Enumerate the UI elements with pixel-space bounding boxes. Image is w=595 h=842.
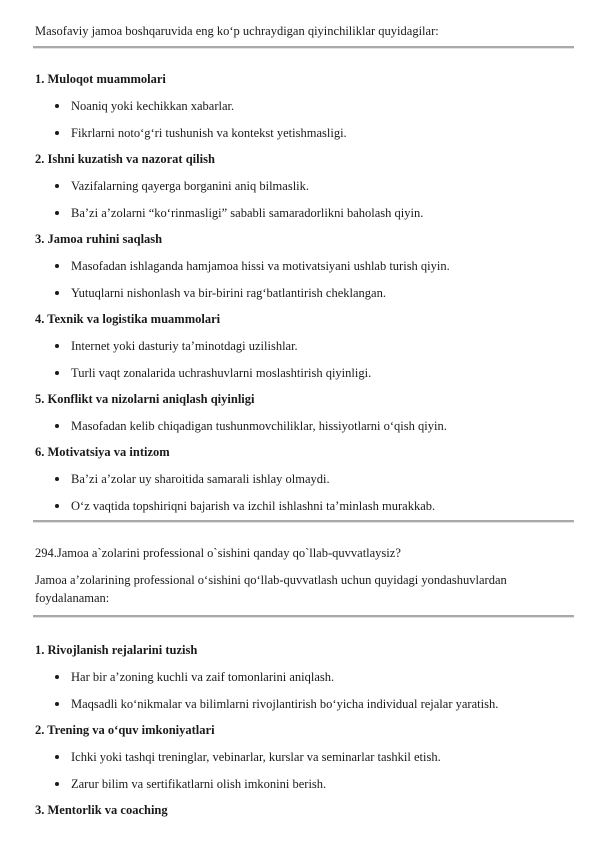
- list-item-text: Noaniq yoki kechikkan xabarlar.: [71, 99, 235, 113]
- horizontal-rule: [33, 46, 574, 49]
- bullet-icon: [55, 131, 59, 135]
- list-item-text: Maqsadli ko‘nikmalar va bilimlarni rivojlantirish bo‘yicha individual rejalar yaratish.: [71, 697, 499, 711]
- list-item-text: Yutuqlarni nishonlash va bir-birini rag‘batlantirish cheklangan.: [71, 286, 386, 300]
- section-heading: 6. Motivatsiya va intizom: [35, 445, 170, 459]
- section-heading: 1. Rivojlanish rejalarini tuzish: [35, 643, 198, 657]
- list-item-text: Turli vaqt zonalarida uchrashuvlarni moslashtirish qiyinligi.: [71, 366, 372, 380]
- section-heading: 1. Muloqot muammolari: [35, 72, 166, 86]
- list-item-text: Vazifalarning qayerga borganini aniq bilmaslik.: [71, 179, 310, 193]
- bullet-icon: [55, 424, 59, 428]
- section-heading: 3. Jamoa ruhini saqlash: [35, 232, 163, 246]
- bullet-icon: [55, 264, 59, 268]
- section-heading: 3. Mentorlik va coaching: [35, 803, 168, 817]
- bullet-icon: [55, 211, 59, 215]
- bullet-icon: [55, 371, 59, 375]
- list-item-text: Fikrlarni noto‘g‘ri tushunish va kontekst yetishmasligi.: [71, 126, 347, 140]
- list-item-text: Masofadan kelib chiqadigan tushunmovchiliklar, hissiyotlarni o‘qish qiyin.: [71, 419, 447, 433]
- bullet-icon: [55, 782, 59, 786]
- bullet-icon: [55, 344, 59, 348]
- answer-intro-paragraph: Jamoa a’zolarining professional o‘sishini qo‘llab-quvvatlash uchun quyidagi yondashuvlardan foydalanaman:: [35, 573, 507, 605]
- list-item-text: Har bir a’zoning kuchli va zaif tomonlarini aniqlash.: [71, 670, 335, 684]
- section-heading: 5. Konflikt va nizolarni aniqlash qiyinligi: [35, 392, 255, 406]
- section-heading: 2. Ishni kuzatish va nazorat qilish: [35, 152, 215, 166]
- list-item-text: Ba’zi a’zolarni “ko‘rinmasligi” sababli samaradorlikni baholash qiyin.: [71, 206, 424, 220]
- list-item-text: O‘z vaqtida topshiriqni bajarish va izchil ishlashni ta’minlash murakkab.: [71, 499, 436, 513]
- list-item-text: Ba’zi a’zolar uy sharoitida samarali ishlay olmaydi.: [71, 472, 330, 486]
- bullet-icon: [55, 504, 59, 508]
- bullet-icon: [55, 104, 59, 108]
- bullet-icon: [55, 184, 59, 188]
- bullet-icon: [55, 477, 59, 481]
- list-item-text: Ichki yoki tashqi treninglar, vebinarlar, kurslar va seminarlar tashkil etish.: [71, 750, 441, 764]
- bullet-icon: [55, 702, 59, 706]
- section-heading: 2. Trening va o‘quv imkoniyatlari: [35, 723, 215, 737]
- list-item-text: Internet yoki dasturiy ta’minotdagi uzilishlar.: [71, 339, 298, 353]
- horizontal-rule: [33, 520, 574, 523]
- list-item-text: Zarur bilim va sertifikatlarni olish imkonini berish.: [71, 777, 327, 791]
- question-title: 294.Jamoa a`zolarini professional o`sishini qanday qo`llab-quvvatlaysiz?: [35, 546, 401, 560]
- intro-paragraph: Masofaviy jamoa boshqaruvida eng ko‘p uchraydigan qiyinchiliklar quyidagilar:: [35, 24, 439, 38]
- horizontal-rule: [33, 615, 574, 618]
- bullet-icon: [55, 675, 59, 679]
- section-heading: 4. Texnik va logistika muammolari: [35, 312, 221, 326]
- list-item-text: Masofadan ishlaganda hamjamoa hissi va motivatsiyani ushlab turish qiyin.: [71, 259, 450, 273]
- bullet-icon: [55, 755, 59, 759]
- bullet-icon: [55, 291, 59, 295]
